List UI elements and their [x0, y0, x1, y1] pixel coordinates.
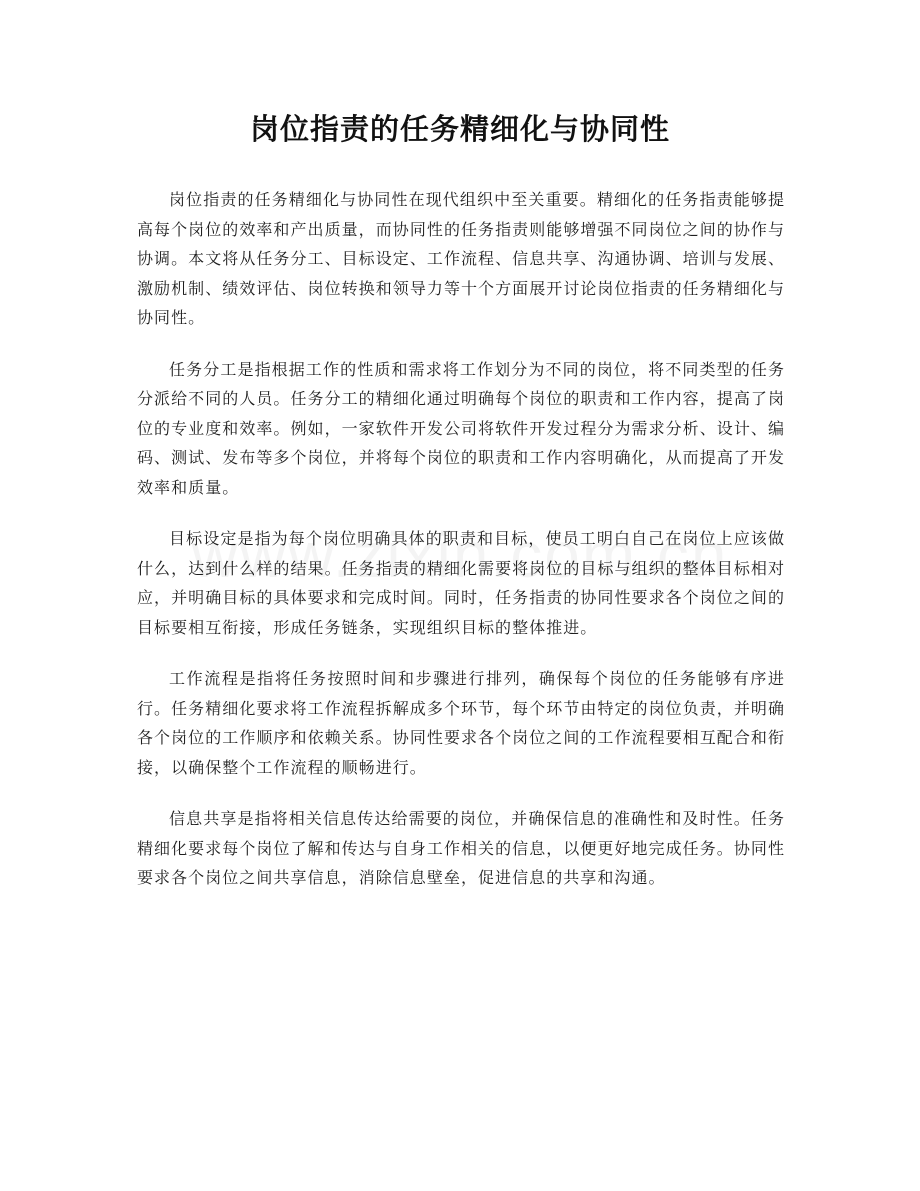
paragraph-workflow: 工作流程是指将任务按照时间和步骤进行排列，确保每个岗位的任务能够有序进行。任务精细化要求将工作流程拆解成多个环节，每个环节由特定的岗位负责，并明确各个岗位的工作顺序和依赖关系。协同性要求各个岗位之间的工作流程要相互配合和衔接，以确保整个工作流程的顺畅进行。: [137, 669, 785, 777]
document-body: [137, 185, 785, 915]
document-title: 岗位指责的任务精细化与协同性: [249, 112, 670, 146]
paragraph-intro: 岗位指责的任务精细化与协同性在现代组织中至关重要。精细化的任务指责能够提高每个岗位的效率和产出质量，而协同性的任务指责则能够增强不同岗位之间的协作与协调。本文将从任务分工、目标设定、工作流程、信息共享、沟通协调、培训与发展、激励机制、绩效评估、岗位转换和领导力等十个方面展开讨论岗位指责的任务精细化与协同性。: [137, 190, 785, 327]
paragraph-task-division: 任务分工是指根据工作的性质和需求将工作划分为不同的岗位，将不同类型的任务分派给不同的人员。任务分工的精细化通过明确每个岗位的职责和工作内容，提高了岗位的专业度和效率。例如，一家软件开发公司将软件开发过程分为需求分析、设计、编码、测试、发布等多个岗位，并将每个岗位的职责和工作内容明确化，从而提高了开发效率和质量。: [137, 359, 785, 497]
paragraph-info-sharing: 信息共享是指将相关信息传达给需要的岗位，并确保信息的准确性和及时性。任务精细化要求每个岗位了解和传达与自身工作相关的信息，以便更好地完成任务。协同性要求各个岗位之间共享信息，消除信息壁垒，促进信息的共享和沟通。: [137, 809, 785, 887]
paragraph-goal-setting: 目标设定是指为每个岗位明确具体的职责和目标，使员工明白自己在岗位上应该做什么，达到什么样的结果。任务指责的精细化需要将岗位的目标与组织的整体目标相对应，并明确目标的具体要求和完成时间。同时，任务指责的协同性要求各个岗位之间的目标要相互衔接，形成任务链条，实现组织目标的整体推进。: [137, 529, 785, 637]
